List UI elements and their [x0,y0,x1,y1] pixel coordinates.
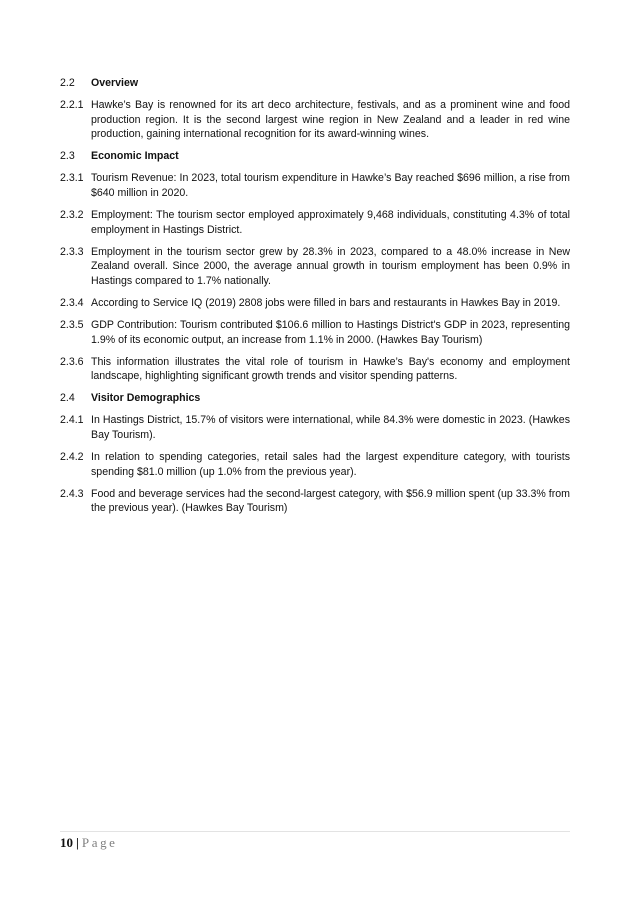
paragraph-2-3-2 [60,208,570,237]
paragraph-number: 2.4.3 [60,487,84,500]
paragraph-2-4-1 [60,413,570,442]
paragraph-text: Hawke’s Bay is renowned for its art deco architecture, festivals, and as a prominent wine and food production region. It is the second largest wine region in New Zealand and a leader in red wine production, gaining international recognition for its award-winning wines. [91,99,570,141]
paragraph-text: According to Service IQ (2019) 2808 jobs were filled in bars and restaurants in Hawkes Bay in 2019. [91,296,561,309]
paragraph-text: Tourism Revenue: In 2023, total tourism expenditure in Hawke’s Bay reached $696 million, a rise from $640 million in 2020. [91,172,570,199]
document-body [60,76,570,523]
paragraph-text: In relation to spending categories, retail sales had the largest expenditure category, with tourists spending $81.0 million (up 1.0% from the previous year). [91,451,570,478]
paragraph-number: 2.3.5 [60,319,84,332]
section-heading-economic-impact [60,149,570,163]
paragraph-text: Employment in the tourism sector grew by 28.3% in 2023, compared to a 48.0% increase in New Zealand overall. Since 2000, the average annual growth in tourism employment has been 0.9% in Hastings compared to 1.7% nationally. [91,245,570,287]
footer-divider [60,831,570,832]
section-title: Visitor Demographics [91,392,201,405]
section-number: 2.3 [60,150,75,163]
paragraph-2-2-1 [60,98,570,142]
section-number: 2.4 [60,392,75,405]
section-heading-overview [60,76,570,90]
paragraph-number: 2.3.2 [60,208,84,221]
paragraph-2-3-6 [60,355,570,384]
section-title: Economic Impact [91,150,179,163]
paragraph-number: 2.3.1 [60,172,84,185]
paragraph-number: 2.2.1 [60,99,84,111]
paragraph-number: 2.3.3 [60,245,84,258]
section-heading-visitor-demographics [60,391,570,405]
paragraph-text: Employment: The tourism sector employed approximately 9,468 individuals, constituting 4.3% of total employment in Hastings District. [91,208,570,236]
paragraph-number: 2.4.2 [60,451,84,464]
page-label: Page [81,835,118,850]
paragraph-2-3-5 [60,318,570,347]
page-footer [60,835,118,851]
section-title: Overview [91,77,139,89]
paragraph-2-3-4 [60,296,570,311]
paragraph-2-3-3 [60,245,570,289]
paragraph-number: 2.3.4 [60,296,84,309]
paragraph-number: 2.3.6 [60,355,84,368]
paragraph-text: In Hastings District, 15.7% of visitors were international, while 84.3% were domestic in 2023. (Hawkes Bay Tourism). [91,414,570,441]
paragraph-2-4-2 [60,450,570,479]
footer-separator: | [76,835,79,850]
paragraph-2-3-1 [60,171,570,200]
section-number: 2.2 [60,77,75,89]
paragraph-number: 2.4.1 [60,414,84,427]
paragraph-text: GDP Contribution: Tourism contributed $106.6 million to Hastings District's GDP in 2023, representing 1.9% of its economic output, an increase from 1.1% in 2000. (Hawkes Bay Tourism) [91,319,570,346]
paragraph-text: Food and beverage services had the second-largest category, with $56.9 million spent (up 33.3% from the previous year). (Hawkes Bay Tourism) [91,487,570,515]
paragraph-text: This information illustrates the vital role of tourism in Hawke’s Bay's economy and employment landscape, highlighting significant growth trends and visitor spending patterns. [91,355,570,383]
page-number: 10 [60,835,73,850]
paragraph-2-4-3 [60,487,570,516]
